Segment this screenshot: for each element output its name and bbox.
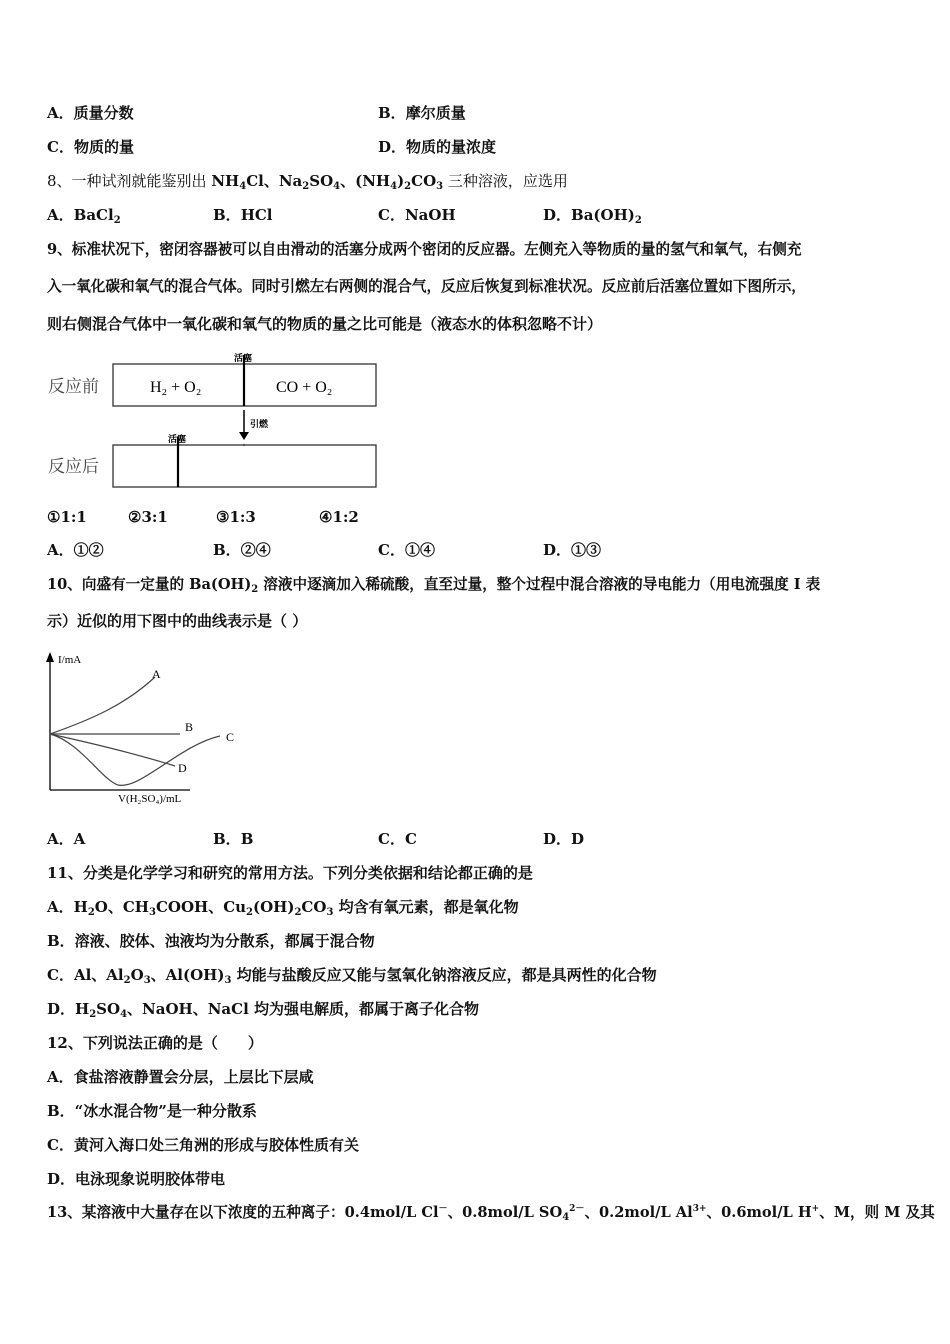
y-axis-label: I/mA bbox=[58, 654, 82, 666]
q10-stem-line1: 10、向盛有一定量的 $Ba(OH)_2$ 溶液中逐滴加入稀硫酸，直至过量，整个过程中混合溶液的导电能力（用电流强度 I 表 bbox=[47, 576, 821, 595]
q8-option-b: B．HCl bbox=[213, 206, 273, 224]
q12-option-d: D．电泳现象说明胶体带电 bbox=[47, 1170, 226, 1188]
q11-option-c: C．Al、$Al_2O_3$、$Al(OH)_3$ 均能与盐酸反应又能与氢氧化钠溶液反应，都是具两性的化合物 bbox=[47, 966, 657, 986]
before-piston-label: 活塞 bbox=[234, 353, 253, 363]
q9-stem-line1: 9、标准状况下，密闭容器被可以自由滑动的活塞分成两个密闭的反应器。左侧充入等物质的量的氢气和氧气，右侧充 bbox=[47, 241, 802, 258]
q12-stem: 12、下列说法正确的是（ ） bbox=[47, 1034, 263, 1052]
before-label: 反应前 bbox=[48, 377, 99, 396]
q7-option-b: B．摩尔质量 bbox=[378, 104, 466, 122]
curve-c-label: C bbox=[226, 730, 235, 744]
q10-stem-line2: 示）近似的用下图中的曲线表示是（ ） bbox=[47, 612, 308, 630]
q13-stem: 13、某溶液中大量存在以下浓度的五种离子：0.4mol/L Cl－、0.8mol/L $SO_4^{2-}$、0.2mol/L $Al^{3+}$、0.6mol/L H+、M，则 M 及其 bbox=[47, 1204, 935, 1223]
q10-option-b: B．B bbox=[213, 830, 254, 848]
q9-stem-line2: 入一氧化碳和氧气的混合气体。同时引燃左右两侧的混合气，反应后恢复到标准状况。反应前后活塞位置如下图所示， bbox=[47, 278, 806, 295]
q9-stem-line3: 则右侧混合气体中一氧化碳和氧气的物质的量之比可能是（液态水的体积忽略不计） bbox=[47, 315, 603, 333]
curve-a-label: A bbox=[152, 667, 161, 681]
x-axis-label: V(H₂SO₄)/mL bbox=[118, 793, 182, 805]
q8-option-a: A．BaCl$_2$ bbox=[47, 206, 121, 226]
q11-option-b: B．溶液、胶体、浊液均为分散系，都属于混合物 bbox=[47, 932, 375, 950]
q9-choice-3: ③1:3 bbox=[216, 508, 256, 526]
q8-option-c: C．NaOH bbox=[378, 206, 456, 224]
q8-stem: 8、一种试剂就能鉴别出 $NH_4Cl$、$Na_2SO_4$、$(NH_4)_2CO_3$ 三种溶液，应选用 bbox=[47, 172, 568, 192]
curve-c bbox=[50, 734, 220, 785]
q9-option-c: C．①④ bbox=[378, 541, 435, 559]
ignite-arrowhead bbox=[239, 432, 249, 440]
piston-diagram bbox=[40, 352, 385, 492]
q10-option-c: C．C bbox=[378, 830, 417, 848]
q10-option-d: D．D bbox=[543, 830, 585, 848]
q11-option-d: D．$H_2SO_4$、NaOH、NaCl 均为强电解质，都属于离子化合物 bbox=[47, 1000, 480, 1020]
after-container bbox=[113, 445, 376, 487]
q9-choice-2: ②3:1 bbox=[128, 508, 168, 526]
q7-option-a: A．质量分数 bbox=[47, 104, 134, 122]
after-piston-label: 活塞 bbox=[168, 434, 187, 444]
q9-option-d: D．①③ bbox=[543, 541, 602, 559]
curve-b-label: B bbox=[185, 720, 194, 734]
q9-option-b: B．②④ bbox=[213, 541, 271, 559]
curve-d bbox=[50, 734, 175, 766]
curve-d-label: D bbox=[178, 761, 187, 775]
q7-option-c: C．物质的量 bbox=[47, 138, 134, 156]
left-gas-label: H₂ + O₂ bbox=[150, 379, 202, 396]
conductivity-graph bbox=[40, 650, 250, 810]
q12-option-b: B．“冰水混合物”是一种分散系 bbox=[47, 1102, 257, 1120]
q9-choice-1: ①1:1 bbox=[47, 508, 87, 526]
ignite-label: 引燃 bbox=[250, 419, 269, 429]
after-label: 反应后 bbox=[48, 457, 99, 476]
q9-choice-4: ④1:2 bbox=[319, 508, 359, 526]
q8-option-d: D．$Ba(OH)_2$ bbox=[543, 206, 642, 226]
right-gas-label: CO + O₂ bbox=[276, 379, 333, 396]
curve-a bbox=[50, 677, 155, 734]
q7-option-d: D．物质的量浓度 bbox=[378, 138, 497, 156]
q10-option-a: A．A bbox=[47, 830, 86, 848]
y-axis-arrow bbox=[46, 652, 54, 662]
q12-option-c: C．黄河入海口处三角洲的形成与胶体性质有关 bbox=[47, 1136, 359, 1154]
q11-option-a: A．$H_2O$、$CH_3COOH$、$Cu_2(OH)_2CO_3$ 均含有氧元素，都是氧化物 bbox=[47, 898, 519, 918]
q12-option-a: A．食盐溶液静置会分层，上层比下层咸 bbox=[47, 1068, 314, 1086]
q9-option-a: A．①② bbox=[47, 541, 104, 559]
q11-stem: 11、分类是化学学习和研究的常用方法。下列分类依据和结论都正确的是 bbox=[47, 864, 533, 882]
